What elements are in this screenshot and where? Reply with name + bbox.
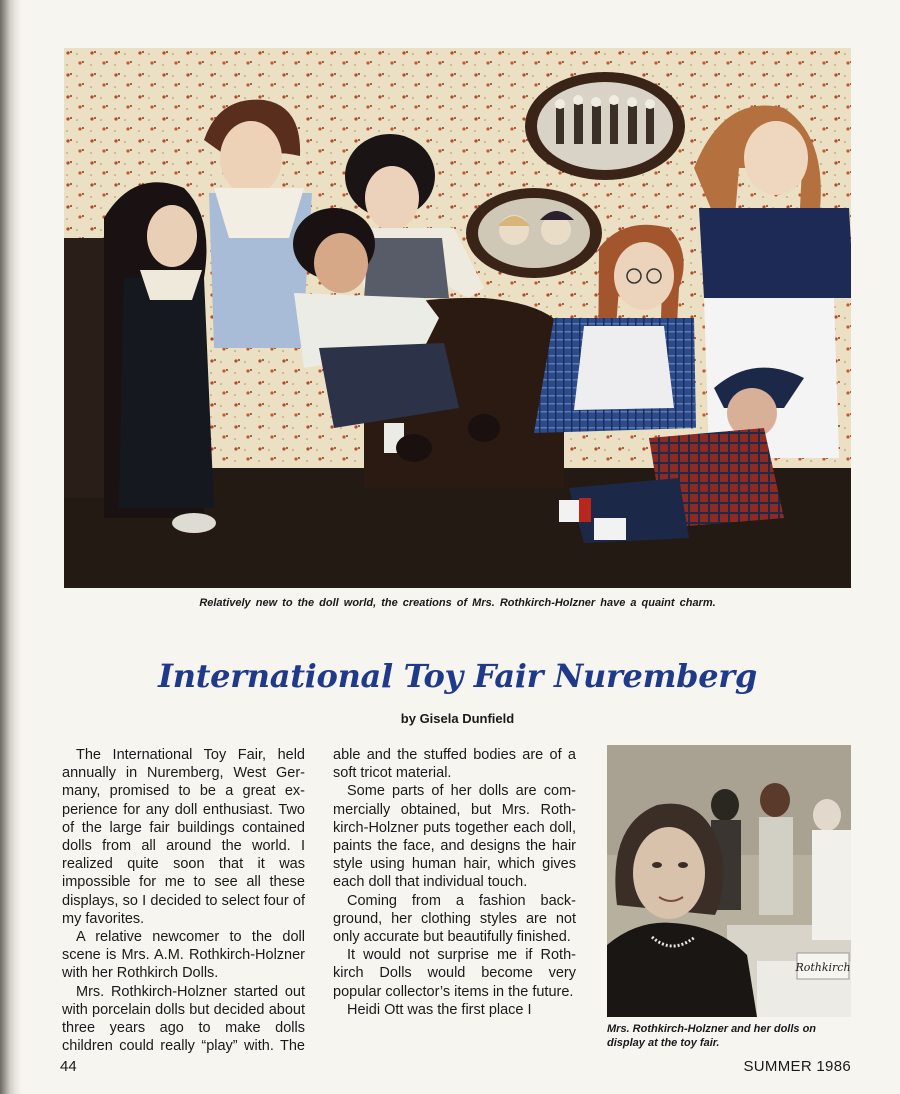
article-column-1 (62, 746, 305, 1056)
main-photo-dolls (64, 48, 851, 588)
side-photo-rothkirch-holzner (607, 745, 851, 1017)
portrait-illustration (607, 745, 851, 1017)
paragraph: It would not surprise me if Rothkirch Dolls would become very popular collector’s items in the future. (333, 947, 576, 1000)
paragraph-continued: able and the stuffed bodies are of a soft tricot material. (333, 747, 576, 782)
paragraph: Some parts of her dolls are commercially obtained, but Mrs. Rothkirch-Holzner puts together each doll, paints the face, and designs the hair style using human hair, which gives each doll that individual touch. (333, 783, 576, 891)
article-column-2 (333, 746, 576, 1056)
article-title: International Toy Fair Nuremberg (158, 657, 757, 695)
issue-label: SUMMER 1986 (743, 1058, 851, 1075)
main-photo-caption: Relatively new to the doll world, the creations of Mrs. Rothkirch-Holzner have a quaint charm. (199, 597, 716, 609)
page-number: 44 (60, 1058, 77, 1075)
article-byline: by Gisela Dunfield (400, 711, 515, 726)
paragraph: Heidi Ott was the first place I (347, 1001, 532, 1018)
paragraph: A relative newcomer to the doll scene is Mrs. A.M. Rothkirch-Holzner with her Rothkirch Dolls. (62, 929, 305, 982)
paragraph: The International Toy Fair, held annually in Nuremberg, West Germany, promised to be a great experience for any doll enthusiast. Two of the large fair buildings contained dolls from all around the world. I realized quite soon that it was impossible for me to see all these displays, so I decided to select four of my favorites. (62, 747, 305, 927)
paragraph: Coming from a fashion background, her clothing styles are not only accurate but beautifully finished. (333, 892, 576, 946)
doll-group-illustration (64, 48, 851, 588)
side-photo-caption: Mrs. Rothkirch-Holzner and her dolls on display at the toy fair. (607, 1023, 817, 1049)
rothkirch-sign: Rothkirch (795, 961, 851, 974)
page-binding-shadow (0, 0, 22, 1094)
paragraph: Mrs. Rothkirch-Holzner started out with porcelain dolls but decided about three years ago to make dolls children could really “play” with. The (62, 983, 305, 1055)
